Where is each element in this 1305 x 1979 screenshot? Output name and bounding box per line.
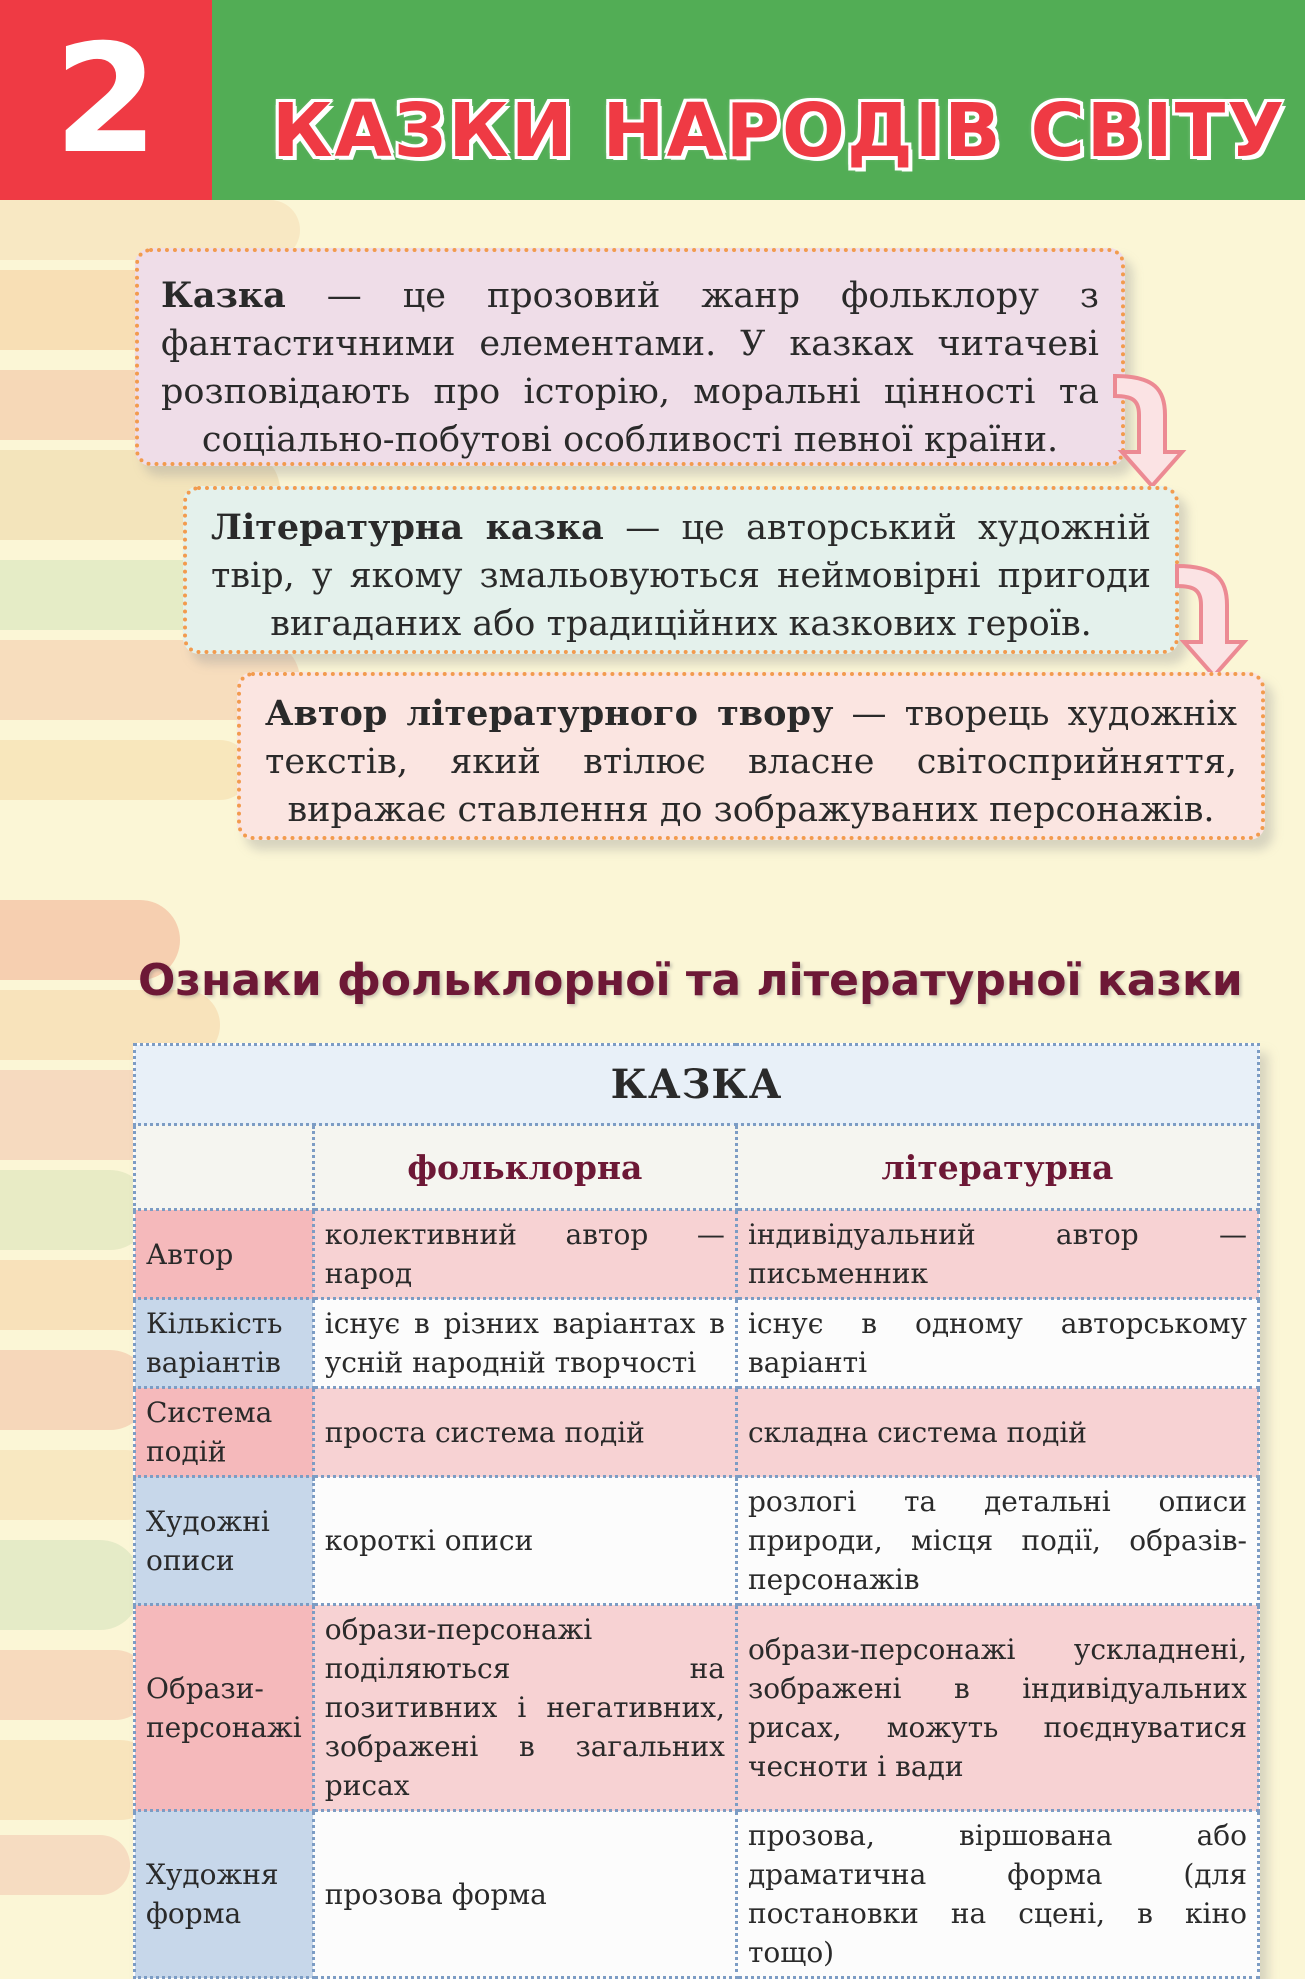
literary-cell: існує в одному авторському варіанті [736,1299,1258,1388]
literary-cell: образи-персонажі ускладнені, зображені в індивідуальних рисах, можуть поєднуватися чесноти і вади [736,1605,1258,1811]
table-caption: КАЗКА [135,1045,1259,1125]
literary-cell: прозова, віршована або драматична форма (для постановки на сцені, в кіно тощо) [736,1811,1258,1978]
row-label: Кількість варіантів [135,1299,314,1388]
definition-term: Автор літературного твору [265,693,834,734]
folk-cell: прозова форма [313,1811,736,1978]
row-label: Художня форма [135,1811,314,1978]
definition-text: — творець художніх текстів, який втілює власне світосприйняття, виражає ставлення до зображуваних персонажів. [265,694,1238,830]
table-row [135,1605,1259,1811]
row-label: Образи-персонажі [135,1605,314,1811]
table-header-row [135,1125,1259,1210]
definition-literary-fairy-tale [183,486,1179,654]
table-row [135,1811,1259,1978]
folk-cell: проста система подій [313,1388,736,1477]
folk-cell: образи-персонажі поділяються на позитивних і негативних, зображені в загальних рисах [313,1605,736,1811]
table-row [135,1388,1259,1477]
definition-text: — це авторський художній твір, у якому змальовуються неймовірні пригоди вигаданих або традиційних казкових героїв. [211,508,1151,644]
definition-fairy-tale [135,248,1125,466]
row-label: Автор [135,1210,314,1299]
folk-cell: колективний автор — народ [313,1210,736,1299]
folk-cell: існує в різних варіантах в усній народній творчості [313,1299,736,1388]
column-header-literary: літературна [736,1125,1258,1210]
comparison-table [133,1043,1260,1979]
definition-text: — це прозовий жанр фольклору з фантастичними елементами. У казках читачеві розповідають про історію, моральні цінності та соціально-побутові особливості певної країни. [161,276,1099,460]
row-label: Система подій [135,1388,314,1477]
literary-cell: розлогі та детальні описи природи, місця події, образів-персонажів [736,1477,1258,1605]
table-row [135,1210,1259,1299]
column-header [135,1125,314,1210]
folk-cell: короткі описи [313,1477,736,1605]
arrow-down-icon [1110,370,1190,490]
literary-cell: індивідуальний автор — письменник [736,1210,1258,1299]
column-header-folk: фольклорна [313,1125,736,1210]
table-row [135,1477,1259,1605]
definition-term: Літературна казка [211,507,604,548]
row-label: Художні описи [135,1477,314,1605]
literary-cell: складна система подій [736,1388,1258,1477]
chapter-number: 2 [53,13,159,187]
table-caption-row [135,1045,1259,1125]
section-title: Ознаки фольклорної та літературної казки [138,955,1243,1006]
arrow-down-icon [1172,560,1252,680]
table-row [135,1299,1259,1388]
chapter-title: КАЗКИ НАРОДІВ СВІТУ [272,88,1287,174]
definition-literary-author [237,672,1265,840]
definition-term: Казка [161,275,286,316]
